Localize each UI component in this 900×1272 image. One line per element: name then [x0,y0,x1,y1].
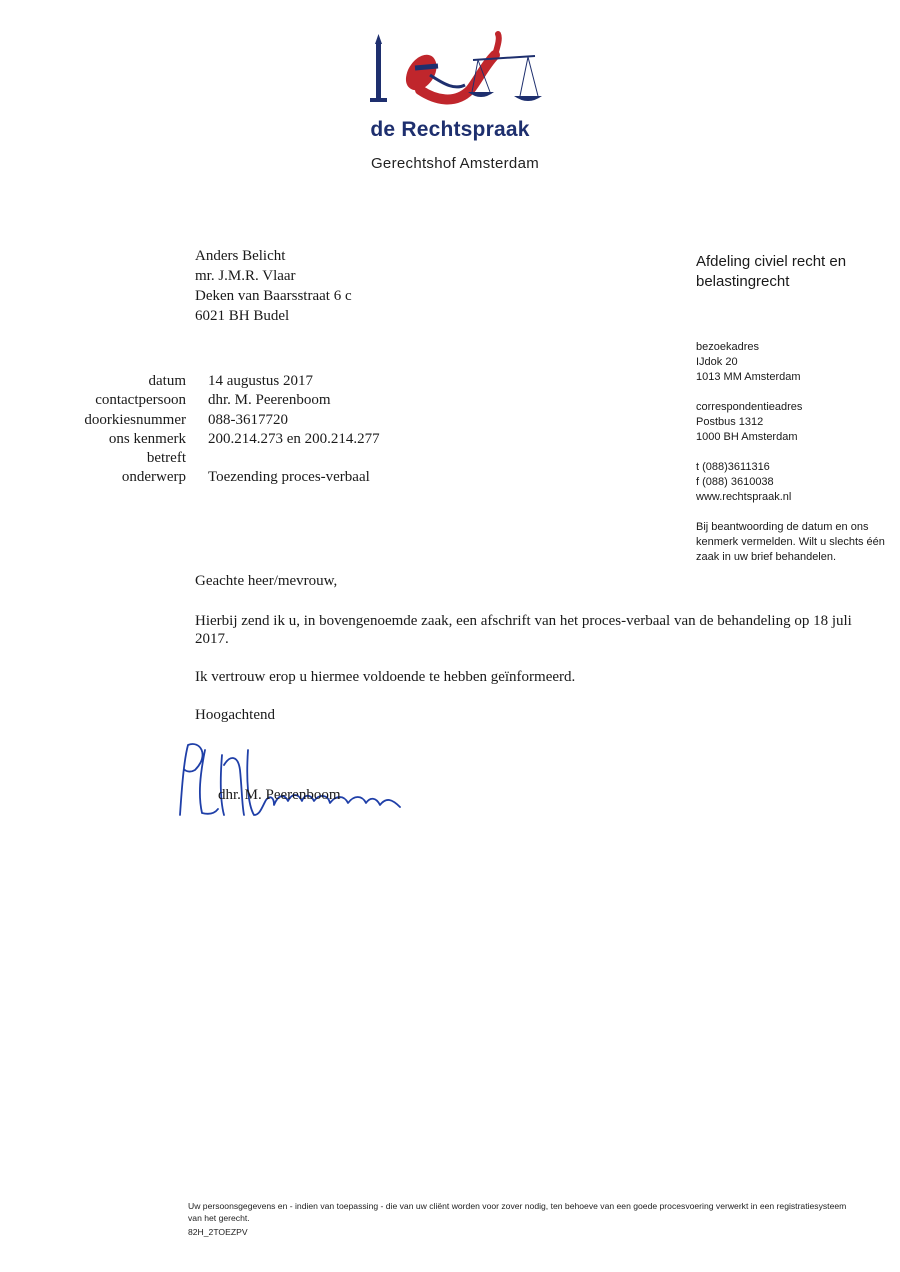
meta-row-contactpersoon [40,391,488,410]
signer-name: dhr. M. Peerenboom [218,787,341,803]
meta-label: datum [148,373,186,389]
reply-note: Bij beantwoording de datum en ons kenmerk vermelden. Wilt u slechts één zaak in uw brief behandelen. [696,521,885,563]
contact-details [696,460,896,505]
meta-label: betreft [146,450,186,467]
document-code: 82H_2TOEZPV [188,1227,248,1237]
meta-row-betreft [40,449,488,468]
privacy-notice: Uw persoonsgegevens en - indien van toepassing - die van uw cliënt worden voor zover nodig, ten behoeve van een goede procesvoering verwerkt in een registratiesysteem van het gerecht. [188,1201,847,1223]
closing: Hoogachtend [195,707,275,723]
phone-number: t (088)3611316 [696,461,770,473]
corr-label: correspondentieadres [696,401,803,413]
visit-line: IJdok 20 [696,356,738,368]
fax-number: f (088) 3610038 [696,476,774,488]
meta-row-onderwerp [40,468,488,487]
letter-meta-table [40,372,488,488]
recipient-line: 6021 BH Budel [195,308,290,324]
recipient-address [195,246,352,326]
meta-value [208,449,488,468]
footer [188,1200,848,1238]
meta-row-doorkiesnummer [40,411,488,430]
recipient-line: Anders Belicht [195,248,286,264]
meta-row-datum [40,372,488,391]
meta-label: contactpersoon [95,392,186,409]
meta-value: 14 augustus 2017 [208,373,313,389]
salutation: Geachte heer/mevrouw, [195,573,338,589]
meta-label: onderwerp [121,469,186,486]
paragraph: Ik vertrouw erop u hiermee voldoende te hebben geïnformeerd. [195,669,576,685]
meta-row-kenmerk [40,430,488,449]
sender-info-column [696,252,896,565]
visit-address [696,340,896,385]
letter-body [195,572,855,724]
recipient-line: mr. J.M.R. Vlaar [195,268,296,284]
meta-value: dhr. M. Peerenboom [208,392,331,409]
visit-label: bezoekadres [696,341,759,353]
recipient-line: Deken van Baarsstraat 6 c [195,288,352,304]
visit-line: 1013 MM Amsterdam [696,371,801,383]
corr-line: Postbus 1312 [696,416,764,428]
meta-label: doorkiesnummer [84,411,186,428]
meta-label: ons kenmerk [108,430,186,447]
court-name: Gerechtshof Amsterdam [370,155,540,172]
meta-value: 200.214.273 en 200.214.277 [208,430,380,447]
handwritten-signature [170,735,410,830]
website: www.rechtspraak.nl [696,491,792,503]
meta-value: 088-3617720 [208,411,288,428]
correspondence-address [696,400,896,445]
paragraph: Hierbij zend ik u, in bovengenoemde zaak, een afschrift van het proces-verbaal van de behandeling op 18 juli 2017. [195,613,852,647]
meta-value: Toezending proces-verbaal [208,469,370,486]
department-name: Afdeling civiel recht en belastingrecht [696,253,847,290]
brand-name: de Rechtspraak [370,118,530,141]
corr-line: 1000 BH Amsterdam [696,431,798,443]
